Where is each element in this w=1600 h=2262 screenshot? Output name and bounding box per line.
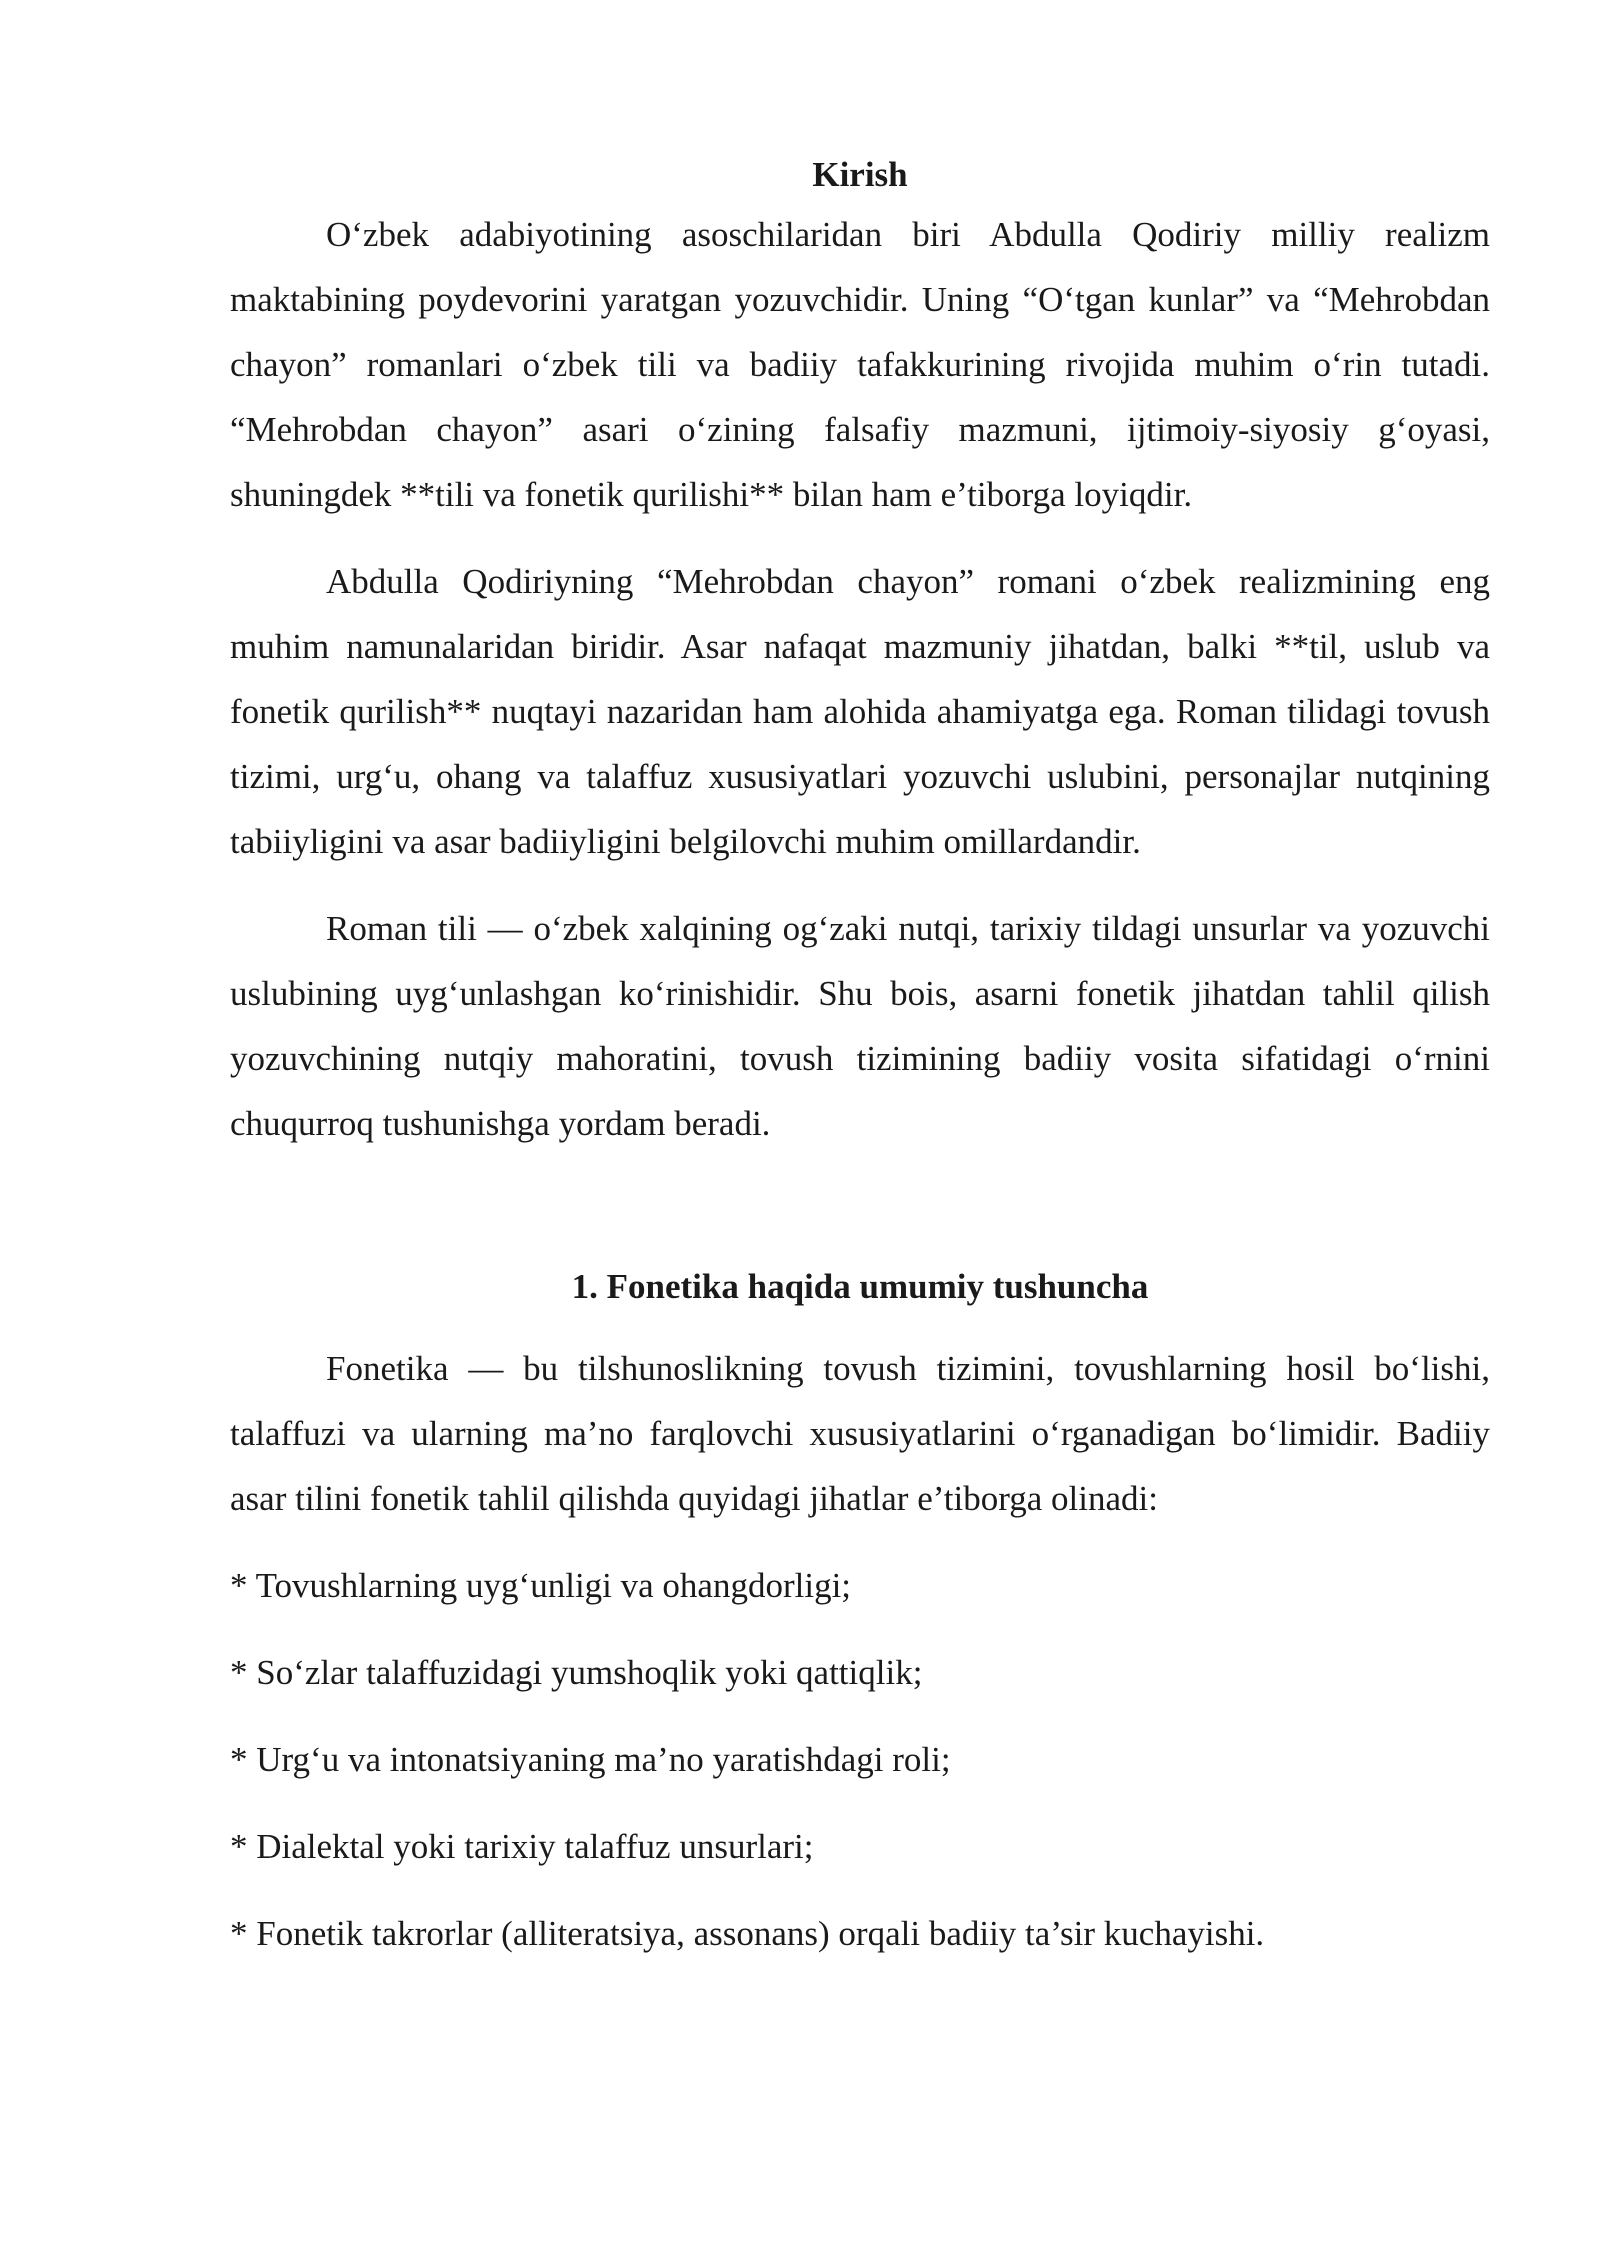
intro-paragraph-3: Roman tili — o‘zbek xalqining og‘zaki nutqi, tarixiy tildagi unsurlar va yozuvchi uslubining uyg‘unlashgan ko‘rinishidir. Shu bois, asarni fonetik jihatdan tahlil qilish yozuvchining nutqiy mahoratini, tovush tizimining badiiy vosita sifatidagi o‘rnini chuqurroq tushunishga yordam beradi. <box>230 909 1490 1143</box>
intro-title: Kirish <box>812 155 908 194</box>
intro-paragraph-1: O‘zbek adabiyotining asoschilaridan biri Abdulla Qodiriy milliy realizm maktabining poydevorini yaratgan yozuvchidir. Uning “O‘tgan kunlar” va “Mehrobdan chayon” romanlari o‘zbek tili va badiiy tafakkurining rivojida muhim o‘rin tutadi. “Mehrobdan chayon” asari o‘zining falsafiy mazmuni, ijtimoiy-siyosiy g‘oyasi, shuningdek **tili va fonetik qurilishi** bilan ham e’tiborga loyiqdir. <box>230 215 1490 514</box>
section-1-title: 1. Fonetika haqida umumiy tushuncha <box>571 1267 1149 1306</box>
section-1-paragraph: Fonetika — bu tilshunoslikning tovush tizimini, tovushlarning hosil bo‘lishi, talaffuzi va ularning ma’no farqlovchi xususiyatlarini o‘rganadigan bo‘limidir. Badiiy asar tilini fonetik tahlil qilishda quyidagi jihatlar e’tiborga olinadi: <box>230 1349 1490 1518</box>
bullet-list <box>230 1553 1490 1966</box>
document-page <box>230 148 1490 1988</box>
list-item: * Tovushlarning uyg‘unligi va ohangdorligi; <box>230 1566 852 1605</box>
list-item: * Urg‘u va intonatsiyaning ma’no yaratishdagi roli; <box>230 1740 951 1779</box>
list-item: * Dialektal yoki tarixiy talaffuz unsurlari; <box>230 1827 814 1866</box>
list-item: * So‘zlar talaffuzidagi yumshoqlik yoki qattiqlik; <box>230 1653 923 1692</box>
list-item: * Fonetik takrorlar (alliteratsiya, assonans) orqali badiiy ta’sir kuchayishi. <box>230 1914 1265 1953</box>
intro-paragraph-2: Abdulla Qodiriyning “Mehrobdan chayon” romani o‘zbek realizmining eng muhim namunalaridan biridir. Asar nafaqat mazmuniy jihatdan, balki **til, uslub va fonetik qurilish** nuqtayi nazaridan ham alohida ahamiyatga ega. Roman tilidagi tovush tizimi, urg‘u, ohang va talaffuz xususiyatlari yozuvchi uslubini, personajlar nutqining tabiiyligini va asar badiiyligini belgilovchi muhim omillardandir. <box>230 562 1490 861</box>
section-spacer <box>230 1178 1490 1260</box>
